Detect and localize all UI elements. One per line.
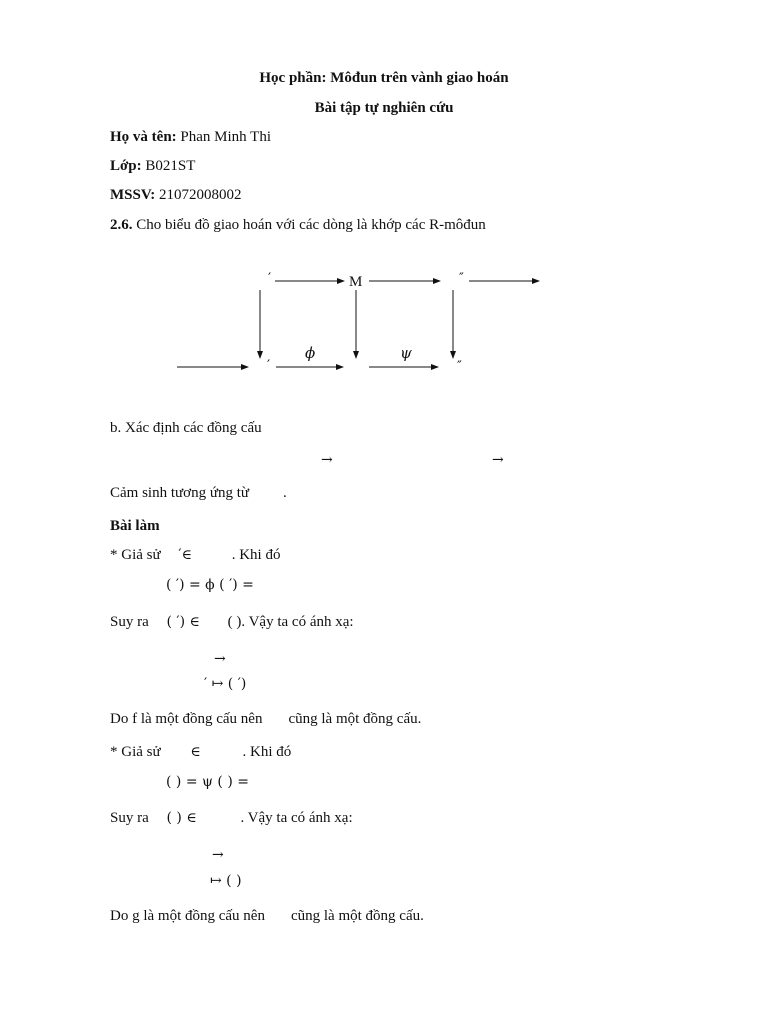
- student-id-line: [110, 188, 242, 203]
- induced-line: [110, 486, 287, 501]
- conclusion-f: Do f là một đồng cấu nên cũng là một đồng cấu.: [110, 711, 422, 727]
- top-right-double-prime: ″: [459, 271, 464, 286]
- part-b-arrow-2: →: [492, 452, 504, 468]
- infer-expr-2: ( ) ∈: [166, 810, 197, 826]
- part-b-arrow-1: →: [321, 452, 333, 468]
- top-M-label: M: [349, 274, 363, 290]
- course-title: Học phần: Môđun trên vành giao hoán: [259, 70, 509, 86]
- suppose-text-1: * Giả sử: [110, 547, 161, 563]
- class-label: Lớp:: [110, 158, 142, 174]
- infer-tail-1: ( ). Vậy ta có ánh xạ:: [227, 614, 354, 630]
- equation-1: ( ′) = ϕ ( ′) =: [166, 577, 254, 593]
- map-arrow-1: →: [214, 651, 226, 667]
- bottom-left-prime: ′: [267, 358, 271, 374]
- infer-text-2: Suy ra: [110, 810, 149, 826]
- bottom-right-double-prime: ″: [457, 359, 462, 374]
- infer-text-1: Suy ra: [110, 614, 149, 630]
- part-b-line: b. Xác định các đồng cấu: [110, 420, 262, 436]
- induced-end: .: [283, 485, 287, 501]
- problem-statement: [110, 218, 486, 233]
- problem-number: 2.6.: [110, 217, 133, 233]
- class-value: B021ST: [141, 158, 196, 174]
- id-label: MSSV:: [110, 187, 156, 203]
- name-value: Phan Minh Thi: [176, 129, 271, 145]
- map-mapsto-1: ′ ↦ ( ′): [204, 676, 247, 692]
- solution-title: Bài làm: [110, 518, 160, 534]
- suppose-line-2: [110, 745, 291, 760]
- infer-tail-2: . Vậy ta có ánh xạ:: [240, 810, 353, 826]
- name-label: Họ và tên:: [110, 129, 177, 145]
- suppose-line-1: [110, 548, 280, 563]
- commutative-diagram: [0, 250, 768, 380]
- psi-label: ψ: [400, 344, 412, 362]
- map-arrow-2: →: [212, 847, 224, 863]
- then-text-1: . Khi đó: [231, 547, 281, 563]
- assignment-title: Bài tập tự nghiên cứu: [314, 100, 454, 116]
- suppose-prime-elem-1: ′∈: [178, 547, 192, 563]
- infer-expr-1: ( ′) ∈: [166, 614, 200, 630]
- top-left-prime: ′: [268, 271, 272, 287]
- phi-label: ϕ: [305, 344, 316, 362]
- suppose-text-2: * Giả sử: [110, 744, 161, 760]
- then-text-2: . Khi đó: [242, 744, 292, 760]
- map-mapsto-2: ↦ ( ): [210, 873, 242, 889]
- id-value: 21072008002: [155, 187, 242, 203]
- conclusion-g: Do g là một đồng cấu nên cũng là một đồng cấu.: [110, 908, 424, 924]
- student-class-line: [110, 159, 195, 174]
- student-name-line: [110, 130, 271, 145]
- problem-text: Cho biểu đồ giao hoán với các dòng là khớp các R-môđun: [132, 217, 486, 233]
- suppose-elem-2: ∈: [190, 744, 201, 760]
- infer-line-2: [110, 811, 353, 826]
- equation-2: ( ) = ψ ( ) =: [166, 774, 249, 790]
- induced-text: Cảm sinh tương ứng từ: [110, 485, 249, 501]
- infer-line-1: [110, 615, 354, 630]
